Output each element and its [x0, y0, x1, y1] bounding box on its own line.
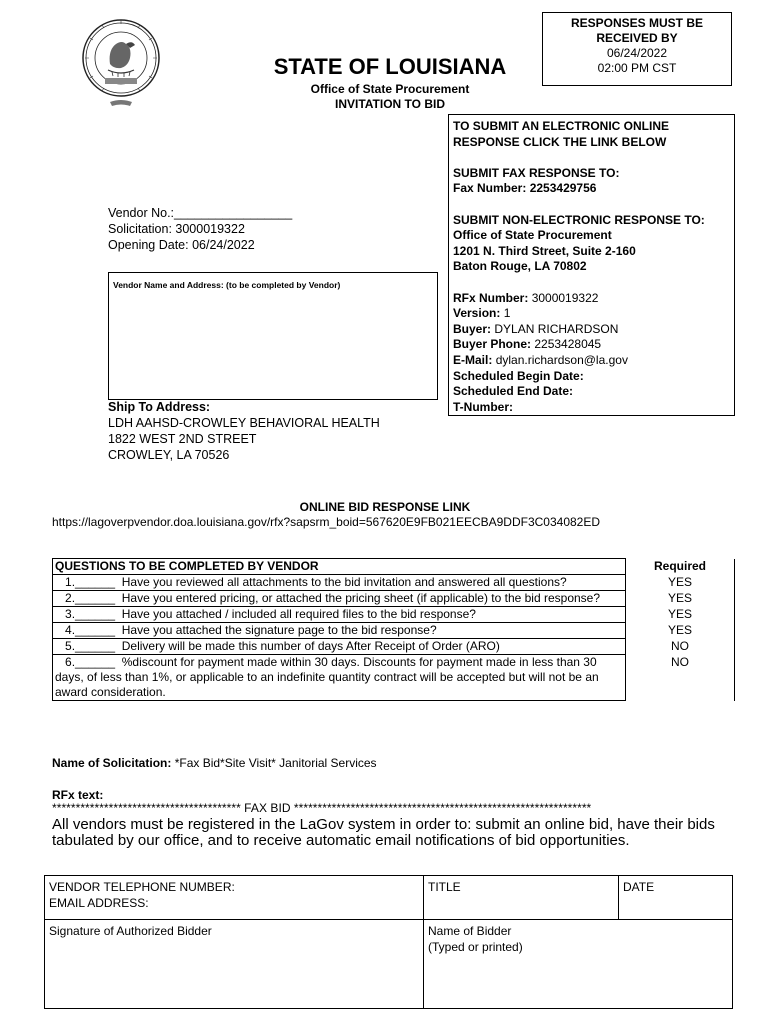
registration-notice: All vendors must be registered in the LaGov system in order to: submit an online bid, have their bids tabulated by our office, and to receive automatic email notifications of bid opportunities. — [52, 816, 715, 849]
begin-date-label: Scheduled Begin Date: — [453, 368, 584, 383]
online-bid-link[interactable]: https://lagoverpvendor.doa.louisiana.gov/rfx?sapsrm_boid=567620E9FB021EECBA9DDF3C034082ED — [52, 515, 601, 529]
deadline-date: 06/24/2022 — [606, 46, 668, 60]
address-line-1: Office of State Procurement — [453, 228, 612, 243]
question-row — [53, 639, 735, 655]
page-title: STATE OF LOUISIANA — [273, 54, 507, 79]
buyer-label: Buyer: — [453, 321, 492, 336]
rfx-number: 3000019322 — [531, 290, 599, 305]
signature-cell[interactable] — [45, 920, 424, 1009]
required-header: Required — [626, 559, 735, 575]
rfx-number-row — [453, 291, 734, 307]
vendor-signature-table — [44, 875, 733, 1009]
rfx-number-label: RFx Number: — [453, 290, 529, 305]
ship-to-label: Ship To Address: — [108, 400, 211, 414]
end-date-label: Scheduled End Date: — [453, 384, 574, 399]
question-text[interactable]: 4.______ Have you attached the signature page to the bid response? — [53, 623, 626, 639]
opening-date: Opening Date: 06/24/2022 — [108, 238, 255, 252]
question-text[interactable]: 5.______ Delivery will be made this number of days After Receipt of Order (ARO) — [53, 639, 626, 655]
question-required: NO — [626, 639, 735, 655]
version-label: Version: — [453, 306, 501, 321]
fax-heading: SUBMIT FAX RESPONSE TO: — [453, 165, 620, 180]
bidder-name-hint: (Typed or printed) — [428, 940, 523, 954]
nonelectronic-heading: SUBMIT NON-ELECTRONIC RESPONSE TO: — [453, 212, 705, 227]
vendor-number: Vendor No.:_________________ — [108, 206, 293, 220]
state-seal — [80, 14, 162, 114]
buyer-phone-row — [453, 337, 734, 353]
online-bid-heading: ONLINE BID RESPONSE LINK — [299, 500, 471, 514]
question-text[interactable]: 1.______ Have you reviewed all attachments to the bid invitation and answered all questions? — [53, 575, 626, 591]
title-cell[interactable] — [424, 876, 619, 920]
submission-info-box — [448, 114, 735, 416]
vendor-questions-table — [52, 558, 735, 701]
questions-header: QUESTIONS TO BE COMPLETED BY VENDOR — [53, 559, 626, 575]
ship-to-line-2: 1822 WEST 2ND STREET — [108, 432, 257, 446]
address-line-3: Baton Rouge, LA 70802 — [453, 259, 587, 274]
address-line-2: 1201 N. Third Street, Suite 2-160 — [453, 243, 636, 258]
question-row — [53, 623, 735, 639]
buyer-row — [453, 322, 734, 338]
question-required: YES — [626, 623, 735, 639]
document-subtitle: INVITATION TO BID — [335, 97, 445, 111]
question-text[interactable]: 3.______ Have you attached / included all required files to the bid response? — [53, 607, 626, 623]
question-row — [53, 575, 735, 591]
bidder-name-label: Name of Bidder — [428, 924, 512, 938]
vendor-name-address-field[interactable] — [108, 272, 438, 400]
version-value: 1 — [503, 306, 511, 321]
solicitation-name — [52, 756, 377, 770]
question-required: NO — [626, 655, 735, 701]
vendor-email-label: EMAIL ADDRESS: — [49, 896, 149, 910]
vendor-box-label: Vendor Name and Address: (to be completed by Vendor) — [113, 280, 341, 290]
fax-number: 2253429756 — [529, 181, 597, 196]
solicitation-name-label: Name of Solicitation: — [52, 756, 172, 770]
fax-number-row — [453, 181, 734, 197]
vendor-phone-label: VENDOR TELEPHONE NUMBER: — [49, 880, 235, 894]
office-name: Office of State Procurement — [310, 82, 470, 96]
electronic-line-1: TO SUBMIT AN ELECTRONIC ONLINE — [453, 119, 669, 133]
deadline-line-2: RECEIVED BY — [596, 31, 678, 45]
question-text[interactable]: 6.______ %discount for payment made within 30 days. Discounts for payment made in less than 30 days, of less than 1%, or applicable to an indefinite quantity contract will be accepted but will not be an award consideration. — [53, 655, 626, 701]
question-text[interactable]: 2.______ Have you entered pricing, or attached the pricing sheet (if applicable) to the bid response? — [53, 591, 626, 607]
email-row — [453, 353, 734, 369]
version-row — [453, 306, 734, 322]
fax-number-label: Fax Number: — [453, 181, 527, 196]
response-deadline-box — [542, 12, 732, 86]
question-required: YES — [626, 607, 735, 623]
signature-label: Signature of Authorized Bidder — [49, 924, 212, 938]
date-cell[interactable] — [619, 876, 733, 920]
ship-to-line-1: LDH AAHSD-CROWLEY BEHAVIORAL HEALTH — [108, 416, 380, 430]
title-label: TITLE — [428, 880, 461, 894]
ship-to-line-3: CROWLEY, LA 70526 — [108, 448, 230, 462]
t-number-label: T-Number: — [453, 399, 513, 414]
question-row — [53, 655, 735, 701]
date-label: DATE — [623, 880, 655, 894]
question-row — [53, 607, 735, 623]
vendor-phone-email-cell[interactable] — [45, 876, 424, 920]
bidder-name-cell[interactable] — [424, 920, 733, 1009]
deadline-time: 02:00 PM CST — [597, 61, 677, 75]
question-row — [53, 591, 735, 607]
ship-to-address — [108, 399, 380, 463]
buyer-name: DYLAN RICHARDSON — [494, 321, 619, 336]
buyer-phone-label: Buyer Phone: — [453, 337, 532, 352]
solicitation-number: Solicitation: 3000019322 — [108, 222, 245, 236]
question-required: YES — [626, 575, 735, 591]
solicitation-name-value: *Fax Bid*Site Visit* Janitorial Services — [174, 756, 377, 770]
deadline-line-1: RESPONSES MUST BE — [570, 16, 704, 30]
email-label: E-Mail: — [453, 352, 493, 367]
vendor-info — [108, 205, 292, 253]
question-required: YES — [626, 591, 735, 607]
buyer-email-link[interactable]: dylan.richardson@la.gov — [495, 352, 628, 367]
rfx-text-label: RFx text: — [52, 788, 104, 802]
questions-header-row — [53, 559, 735, 575]
electronic-line-2: RESPONSE CLICK THE LINK BELOW — [453, 134, 667, 149]
fax-bid-banner: **************************************** FAX BID *************************************************************** — [52, 801, 592, 815]
buyer-phone: 2253428045 — [534, 337, 602, 352]
